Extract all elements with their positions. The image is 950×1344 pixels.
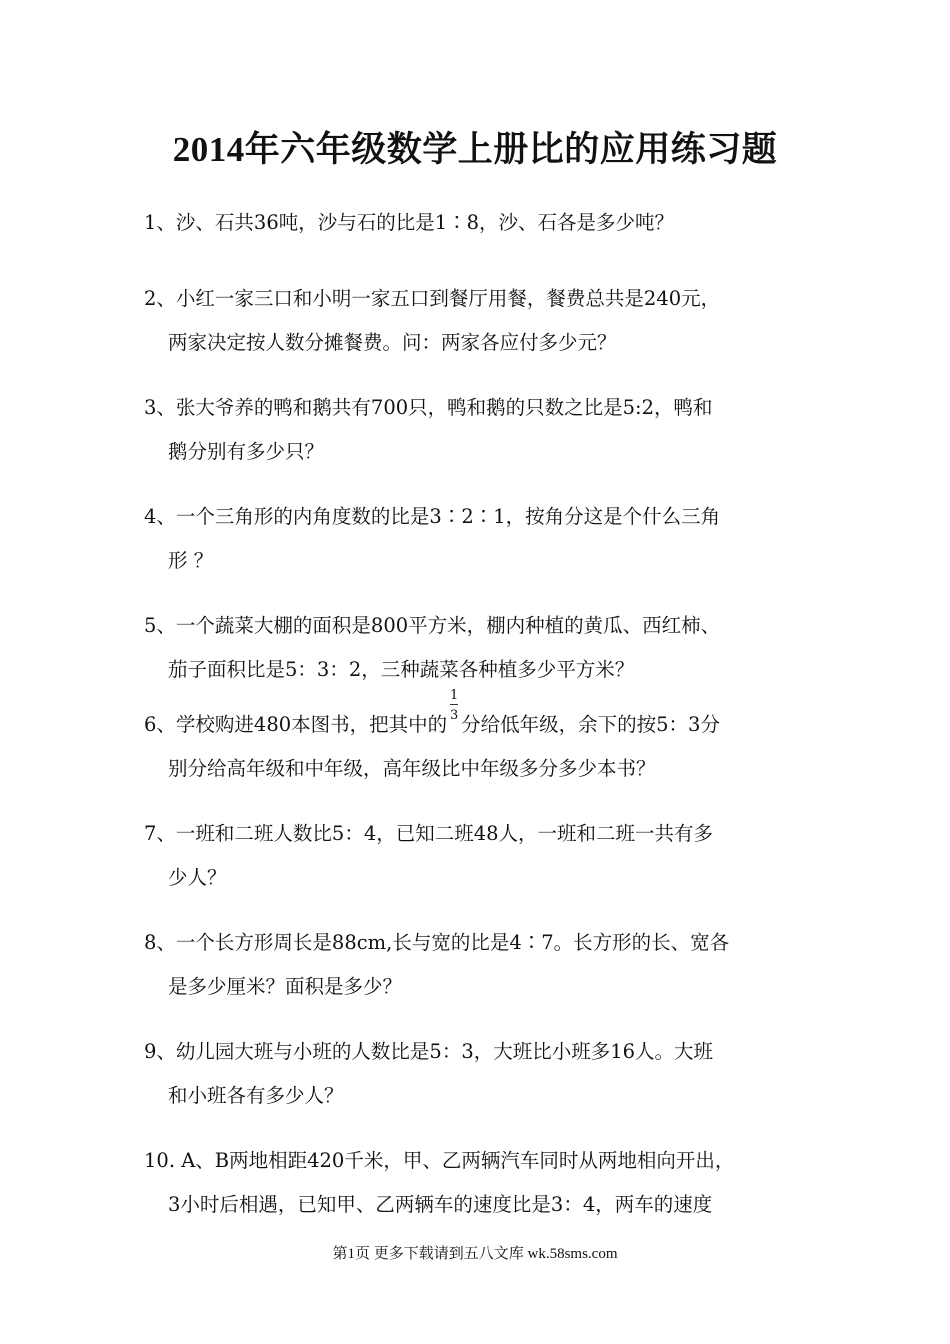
question-2-line-2: 两家决定按人数分摊餐费。问：两家各应付多少元？	[168, 331, 617, 354]
question-7-line-2: 少人？	[168, 866, 227, 889]
question-4-line-2: 形 ？	[168, 549, 214, 572]
question-6-text-after: 分给低年级，余下的按5：3分	[461, 713, 720, 736]
question-5-line-1: 5、一个蔬菜大棚的面积是800平方米，棚内种植的黄瓜、西红柿、	[144, 614, 721, 637]
fraction-denominator: 3	[450, 708, 459, 723]
question-3-line-1: 3、张大爷养的鸭和鹅共有700只，鸭和鹅的只数之比是5:2，鸭和	[144, 396, 713, 419]
question-8-line-2: 是多少厘米？面积是多少？	[168, 975, 403, 998]
question-6-line-1	[144, 688, 814, 747]
question-9-line-1: 9、幼儿园大班与小班的人数比是5：3，大班比小班多16人。大班	[144, 1040, 714, 1063]
question-1	[144, 201, 814, 245]
question-5	[144, 604, 814, 692]
question-3-line-2: 鹅分别有多少只？	[168, 440, 325, 463]
question-10	[144, 1139, 814, 1227]
question-5-line-2: 茄子面积比是5：3：2，三种蔬菜各种植多少平方米？	[168, 658, 635, 681]
question-10-line-1: 10. A、B两地相距420千米，甲、乙两辆汽车同时从两地相向开出，	[144, 1149, 735, 1172]
question-8	[144, 921, 814, 1009]
question-6	[144, 688, 814, 791]
question-2	[144, 277, 814, 365]
question-10-line-2: 3小时后相遇，已知甲、乙两辆车的速度比是3：4，两车的速度	[168, 1193, 713, 1216]
question-9	[144, 1030, 814, 1118]
question-4-line-1: 4、一个三角形的内角度数的比是3∶2∶1，按角分这是个什么三角	[144, 505, 721, 528]
question-8-line-1: 8、一个长方形周长是88cm,长与宽的比是4∶7。长方形的长、宽各	[144, 931, 730, 954]
question-1-line-1: 1、沙、石共36吨，沙与石的比是1∶8，沙、石各是多少吨？	[144, 211, 675, 234]
question-7	[144, 812, 814, 900]
fraction-bar	[450, 704, 458, 705]
question-7-line-1: 7、一班和二班人数比5：4，已知二班48人，一班和二班一共有多	[144, 822, 714, 845]
page-title: 2014年六年级数学上册比的应用练习题	[172, 130, 778, 169]
question-9-line-2: 和小班各有多少人？	[168, 1084, 344, 1107]
question-6-line-2: 别分给高年级和中年级，高年级比中年级多分多少本书？	[168, 757, 656, 780]
question-6-text-before: 6、学校购进480本图书，把其中的	[144, 713, 448, 736]
question-3	[144, 386, 814, 474]
fraction-one-third	[447, 688, 461, 731]
question-4	[144, 495, 814, 583]
page-footer: 第1页 更多下载请到五八文库 wk.58sms.com	[332, 1246, 618, 1262]
fraction-numerator: 1	[450, 688, 459, 703]
question-2-line-1: 2、小红一家三口和小明一家五口到餐厅用餐，餐费总共是240元，	[144, 287, 721, 310]
